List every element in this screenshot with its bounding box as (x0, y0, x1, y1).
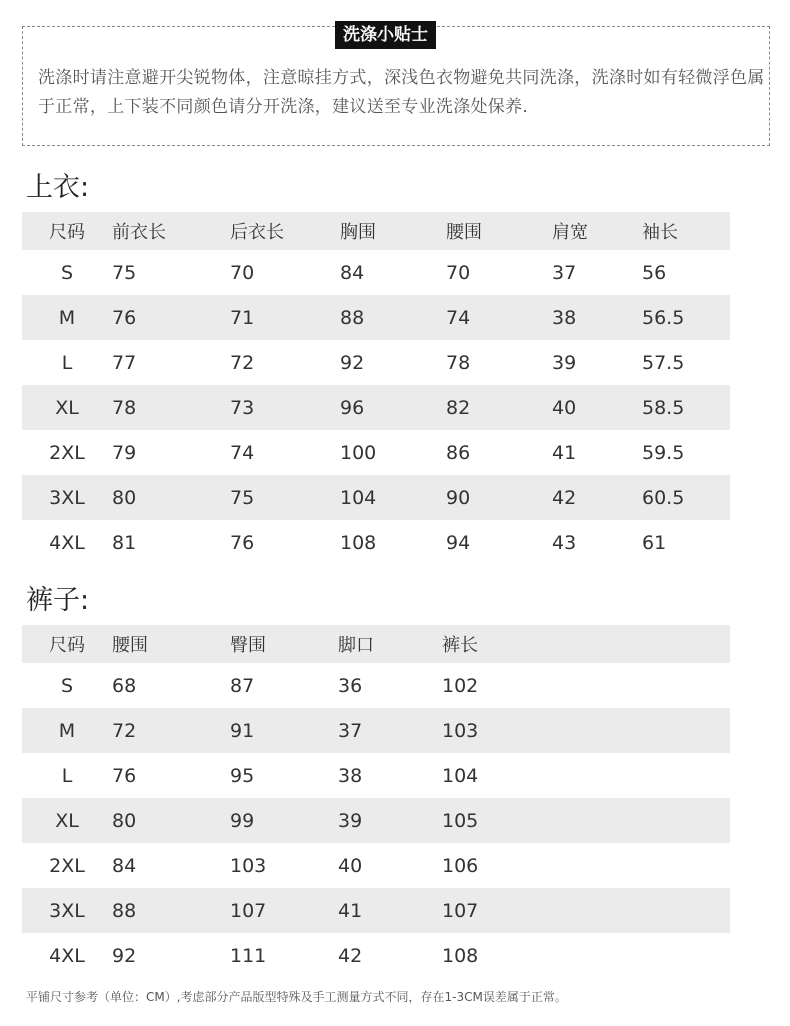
measurement-cell: 92 (340, 351, 365, 374)
measurement-cell: 74 (230, 441, 255, 464)
measurement-cell: 103 (230, 854, 267, 877)
measurement-cell: 107 (230, 899, 267, 922)
table-row (22, 708, 730, 753)
measurement-cell: 70 (230, 261, 255, 284)
measurement-cell: 81 (112, 531, 137, 554)
measurement-cell: 77 (112, 351, 137, 374)
measurement-cell: 82 (446, 396, 471, 419)
measurement-cell: 60.5 (642, 486, 685, 509)
column-header: 臀围 (230, 635, 266, 656)
measurement-cell: 104 (340, 486, 377, 509)
measurement-cell: 43 (552, 531, 577, 554)
size-label-cell: L (61, 351, 73, 374)
measurement-cell: 91 (230, 719, 255, 742)
measurement-cell: 36 (338, 674, 363, 697)
measurement-cell: 105 (442, 809, 479, 832)
size-label-cell: 3XL (49, 486, 85, 509)
measurement-cell: 94 (446, 531, 471, 554)
table-row (22, 430, 730, 475)
column-header: 胸围 (340, 222, 376, 243)
pants-size-table (22, 625, 730, 978)
column-header: 袖长 (642, 222, 678, 243)
measurement-cell: 73 (230, 396, 255, 419)
table-row (22, 340, 730, 385)
size-label-cell: S (60, 674, 74, 697)
measurement-cell: 80 (112, 809, 137, 832)
measurement-cell: 84 (340, 261, 365, 284)
footer-note: 平铺尺寸参考（单位：CM）,考虑部分产品版型特殊及手工测量方式不同，存在1-3CM误差属于正常。 (26, 990, 567, 1004)
measurement-cell: 80 (112, 486, 137, 509)
measurement-cell: 68 (112, 674, 137, 697)
table-row (22, 250, 730, 295)
washing-tips-title: 洗涤小贴士 (335, 21, 436, 49)
measurement-cell: 75 (112, 261, 137, 284)
measurement-cell: 95 (230, 764, 255, 787)
measurement-cell: 76 (112, 764, 137, 787)
column-header: 尺码 (49, 635, 85, 656)
size-label-cell: 2XL (49, 854, 85, 877)
measurement-cell: 38 (338, 764, 363, 787)
measurement-cell: 96 (340, 396, 365, 419)
measurement-cell: 84 (112, 854, 137, 877)
column-header: 脚口 (338, 635, 374, 656)
measurement-cell: 72 (112, 719, 137, 742)
measurement-cell: 41 (338, 899, 363, 922)
size-label-cell: 4XL (49, 944, 85, 967)
measurement-cell: 58.5 (642, 396, 685, 419)
size-label-cell: 2XL (49, 441, 85, 464)
table-row (22, 475, 730, 520)
measurement-cell: 86 (446, 441, 471, 464)
table-header-row (22, 625, 730, 663)
measurement-cell: 111 (230, 944, 267, 967)
column-header: 肩宽 (552, 222, 588, 243)
washing-tips-text: 洗涤时请注意避开尖锐物体，注意晾挂方式，深浅色衣物避免共同洗涤，洗涤时如有轻微浮色属于正常，上下装不同颜色请分开洗涤，建议送至专业洗涤处保养. (38, 68, 765, 117)
measurement-cell: 76 (230, 531, 255, 554)
table-row (22, 295, 730, 340)
size-label-cell: L (61, 764, 73, 787)
column-header: 腰围 (112, 635, 148, 656)
measurement-cell: 106 (442, 854, 479, 877)
measurement-cell: 40 (338, 854, 363, 877)
measurement-cell: 108 (340, 531, 377, 554)
table-row (22, 843, 730, 888)
measurement-cell: 37 (338, 719, 363, 742)
measurement-cell: 90 (446, 486, 471, 509)
size-label-cell: XL (55, 396, 79, 419)
pants-section-title: 裤子: (26, 585, 90, 616)
measurement-cell: 99 (230, 809, 255, 832)
measurement-cell: 87 (230, 674, 255, 697)
measurement-cell: 104 (442, 764, 479, 787)
size-label-cell: XL (55, 809, 79, 832)
table-row (22, 520, 730, 565)
table-row (22, 663, 730, 708)
table-header-row (22, 212, 730, 250)
measurement-cell: 107 (442, 899, 479, 922)
measurement-cell: 100 (340, 441, 377, 464)
column-header: 尺码 (49, 222, 85, 243)
measurement-cell: 70 (446, 261, 471, 284)
measurement-cell: 102 (442, 674, 479, 697)
measurement-cell: 103 (442, 719, 479, 742)
measurement-cell: 42 (552, 486, 577, 509)
measurement-cell: 59.5 (642, 441, 685, 464)
measurement-cell: 88 (340, 306, 365, 329)
column-header: 腰围 (446, 222, 482, 243)
size-label-cell: M (58, 306, 76, 329)
measurement-cell: 108 (442, 944, 479, 967)
column-header: 前衣长 (112, 222, 166, 243)
size-label-cell: 4XL (49, 531, 85, 554)
measurement-cell: 42 (338, 944, 363, 967)
measurement-cell: 39 (552, 351, 577, 374)
table-row (22, 798, 730, 843)
measurement-cell: 37 (552, 261, 577, 284)
table-row (22, 933, 730, 978)
measurement-cell: 78 (112, 396, 137, 419)
measurement-cell: 56.5 (642, 306, 685, 329)
measurement-cell: 71 (230, 306, 255, 329)
measurement-cell: 61 (642, 531, 667, 554)
column-header: 裤长 (442, 635, 478, 656)
measurement-cell: 92 (112, 944, 137, 967)
measurement-cell: 88 (112, 899, 137, 922)
measurement-cell: 78 (446, 351, 471, 374)
measurement-cell: 39 (338, 809, 363, 832)
measurement-cell: 72 (230, 351, 255, 374)
size-label-cell: M (58, 719, 76, 742)
table-row (22, 888, 730, 933)
measurement-cell: 41 (552, 441, 577, 464)
table-row (22, 753, 730, 798)
measurement-cell: 38 (552, 306, 577, 329)
measurement-cell: 79 (112, 441, 137, 464)
measurement-cell: 74 (446, 306, 471, 329)
table-row (22, 385, 730, 430)
measurement-cell: 75 (230, 486, 255, 509)
tops-section-title: 上衣: (26, 172, 90, 203)
measurement-cell: 40 (552, 396, 577, 419)
tops-size-table (22, 212, 730, 565)
column-header: 后衣长 (230, 222, 284, 243)
size-label-cell: 3XL (49, 899, 85, 922)
measurement-cell: 56 (642, 261, 667, 284)
size-label-cell: S (60, 261, 74, 284)
measurement-cell: 76 (112, 306, 137, 329)
measurement-cell: 57.5 (642, 351, 685, 374)
